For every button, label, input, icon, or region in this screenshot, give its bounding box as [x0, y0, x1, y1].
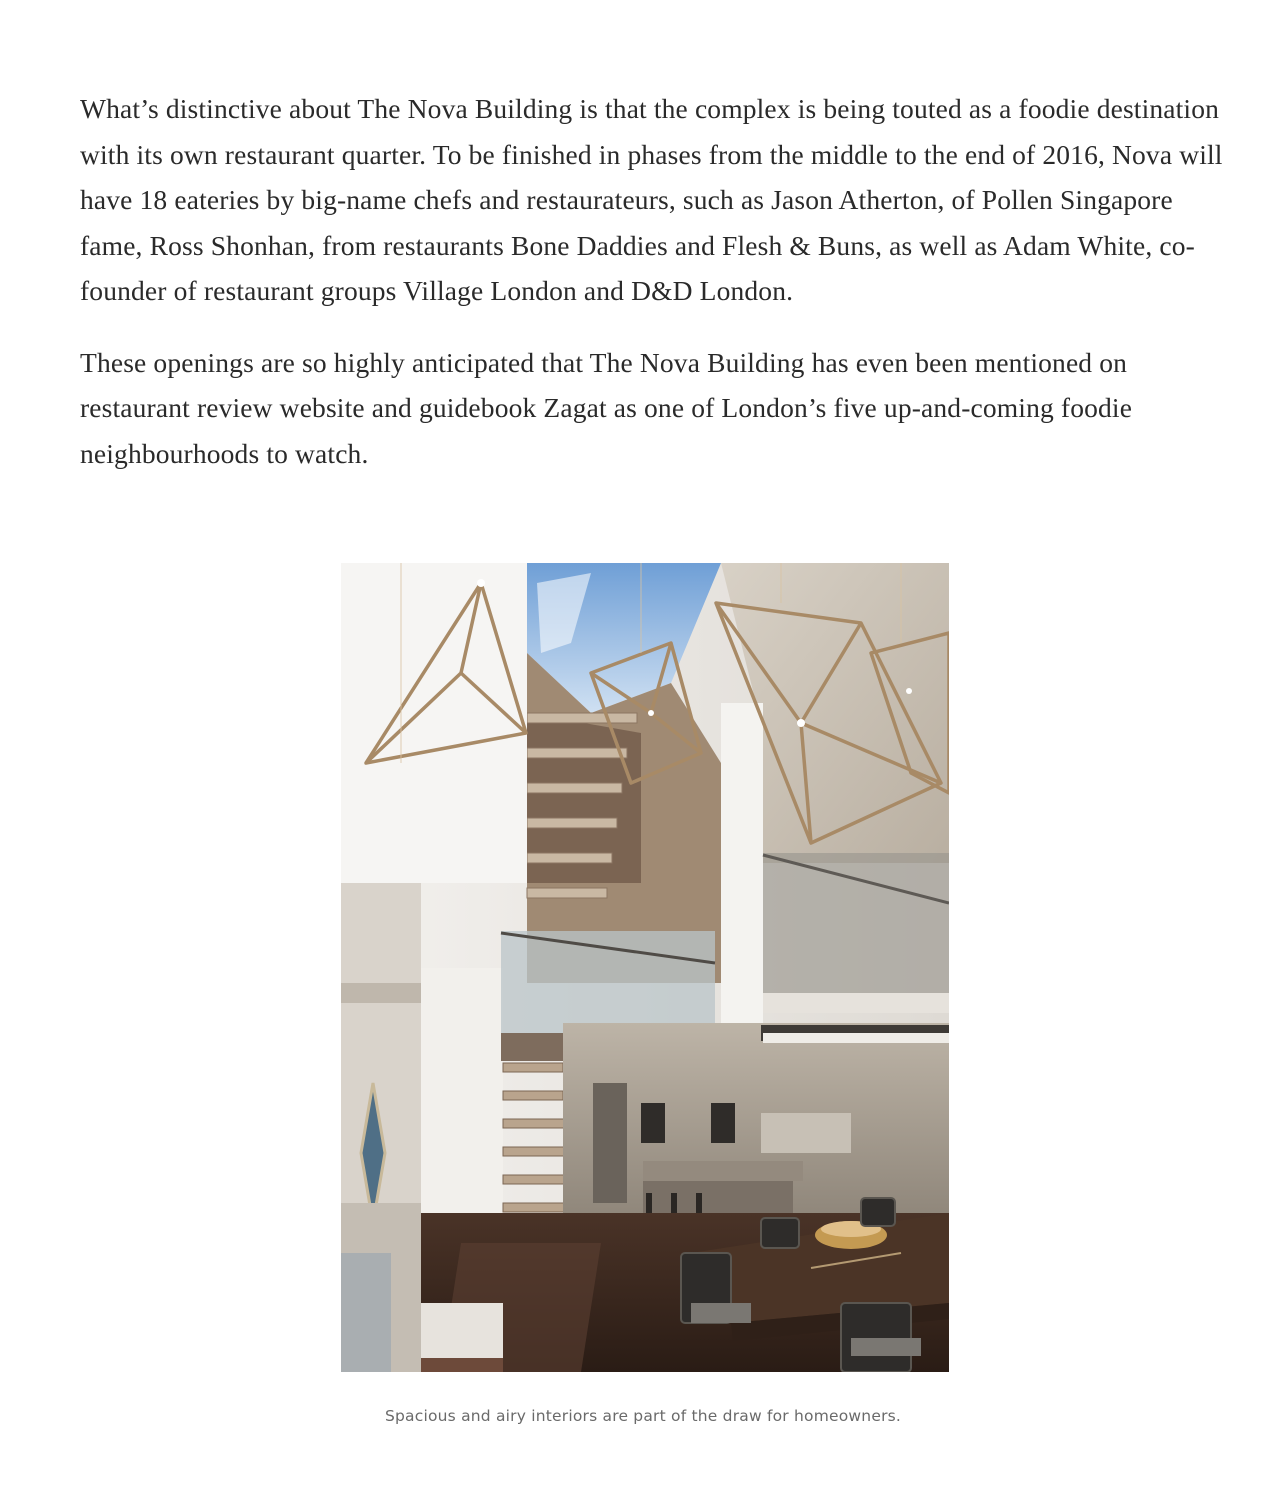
- article-paragraph-2: These openings are so highly anticipated that The Nova Building has even been mentioned on restaurant review website and guidebook Zagat as one of London’s five up-and-coming foodie neighbourhoods to watch.: [80, 346, 1133, 469]
- article-paragraph-1: What’s distinctive about The Nova Building is that the complex is being touted as a foodie destination with its own restaurant quarter. To be finished in phases from the middle to the end of 2016, Nova will have 18 eateries by big-name chefs and restaurateurs, such as Jason Atherton, of Pollen Singapore fame, Ross Shonhan, from restaurants Bone Daddies and Flesh & Buns, as well as Adam White, co-founder of restaurant groups Village London and D&D London.: [80, 93, 1223, 306]
- interior-photo: [341, 563, 949, 1372]
- figure-caption: Spacious and airy interiors are part of the draw for homeowners.: [384, 1407, 902, 1425]
